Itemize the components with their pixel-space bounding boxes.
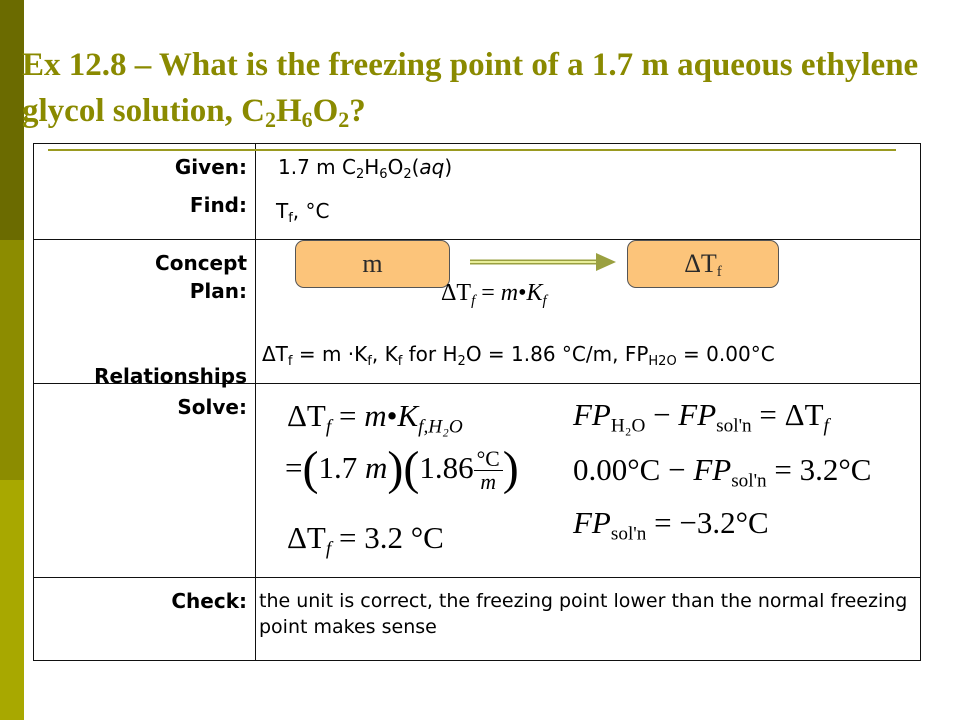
solve-equation-6: $FP_{sol'n} = -3.2^\circ C$ (573, 505, 769, 545)
check-value: the unit is correct, the freezing point lower than the normal freezing point makes sense (259, 590, 908, 638)
solve-equation-4: $FP_{H_2O} - FP_{sol'n} = \Delta T_f$ (573, 397, 829, 437)
slide-title: Ex 12.8 – What is the freezing point of a 1.7 m aqueous ethylene glycol solution, $C_2H_6O_2$? (22, 47, 919, 132)
find-value: $T_f$, °C (276, 199, 330, 226)
solve-equation-1: $\Delta T_f$ = $m•K_{f,H_2O}$ (287, 398, 463, 438)
left-accent-strip-bottom (0, 480, 24, 720)
decorative-rule (48, 149, 896, 151)
table-row-divider (33, 577, 921, 578)
given-label: Given: (174, 155, 247, 179)
concept-formula: $\Delta T_f$ = $m•K_f$ (441, 280, 547, 310)
solve-equation-5: $0.00^\circ C - FP_{sol'n} = 3.2^\circ C$ (573, 452, 872, 492)
left-accent-strip-middle (0, 240, 24, 480)
relationships-value: $\Delta T_f = m \cdot K_f$, $K_f$ for $H_2O = 1.86$ °C/m, $FP_{H2O} = 0.00^\circ C$ (262, 342, 775, 369)
concept-box-molality: m (295, 240, 450, 288)
concept-box-freezing-delta: $\Delta T_f$ (627, 240, 779, 288)
given-value: 1.7 m $C_2H_6O_2(aq)$ (278, 155, 453, 182)
find-label: Find: (189, 193, 247, 217)
table-column-divider (255, 143, 256, 661)
solve-equation-2: =(1.7 m)(1.86 $\frac{^\circ C}{m}$ ) (285, 441, 519, 495)
relationships-label: Relationships (94, 364, 247, 388)
concept-plan-label: Concept Plan: (155, 251, 247, 303)
solve-label: Solve: (177, 395, 247, 419)
concept-arrow (468, 250, 618, 274)
check-label: Check: (171, 589, 247, 613)
table-row-divider (33, 239, 921, 240)
left-accent-strip-top (0, 0, 24, 240)
solve-equation-3: $\Delta T_f = 3.2$ °C (287, 520, 444, 560)
